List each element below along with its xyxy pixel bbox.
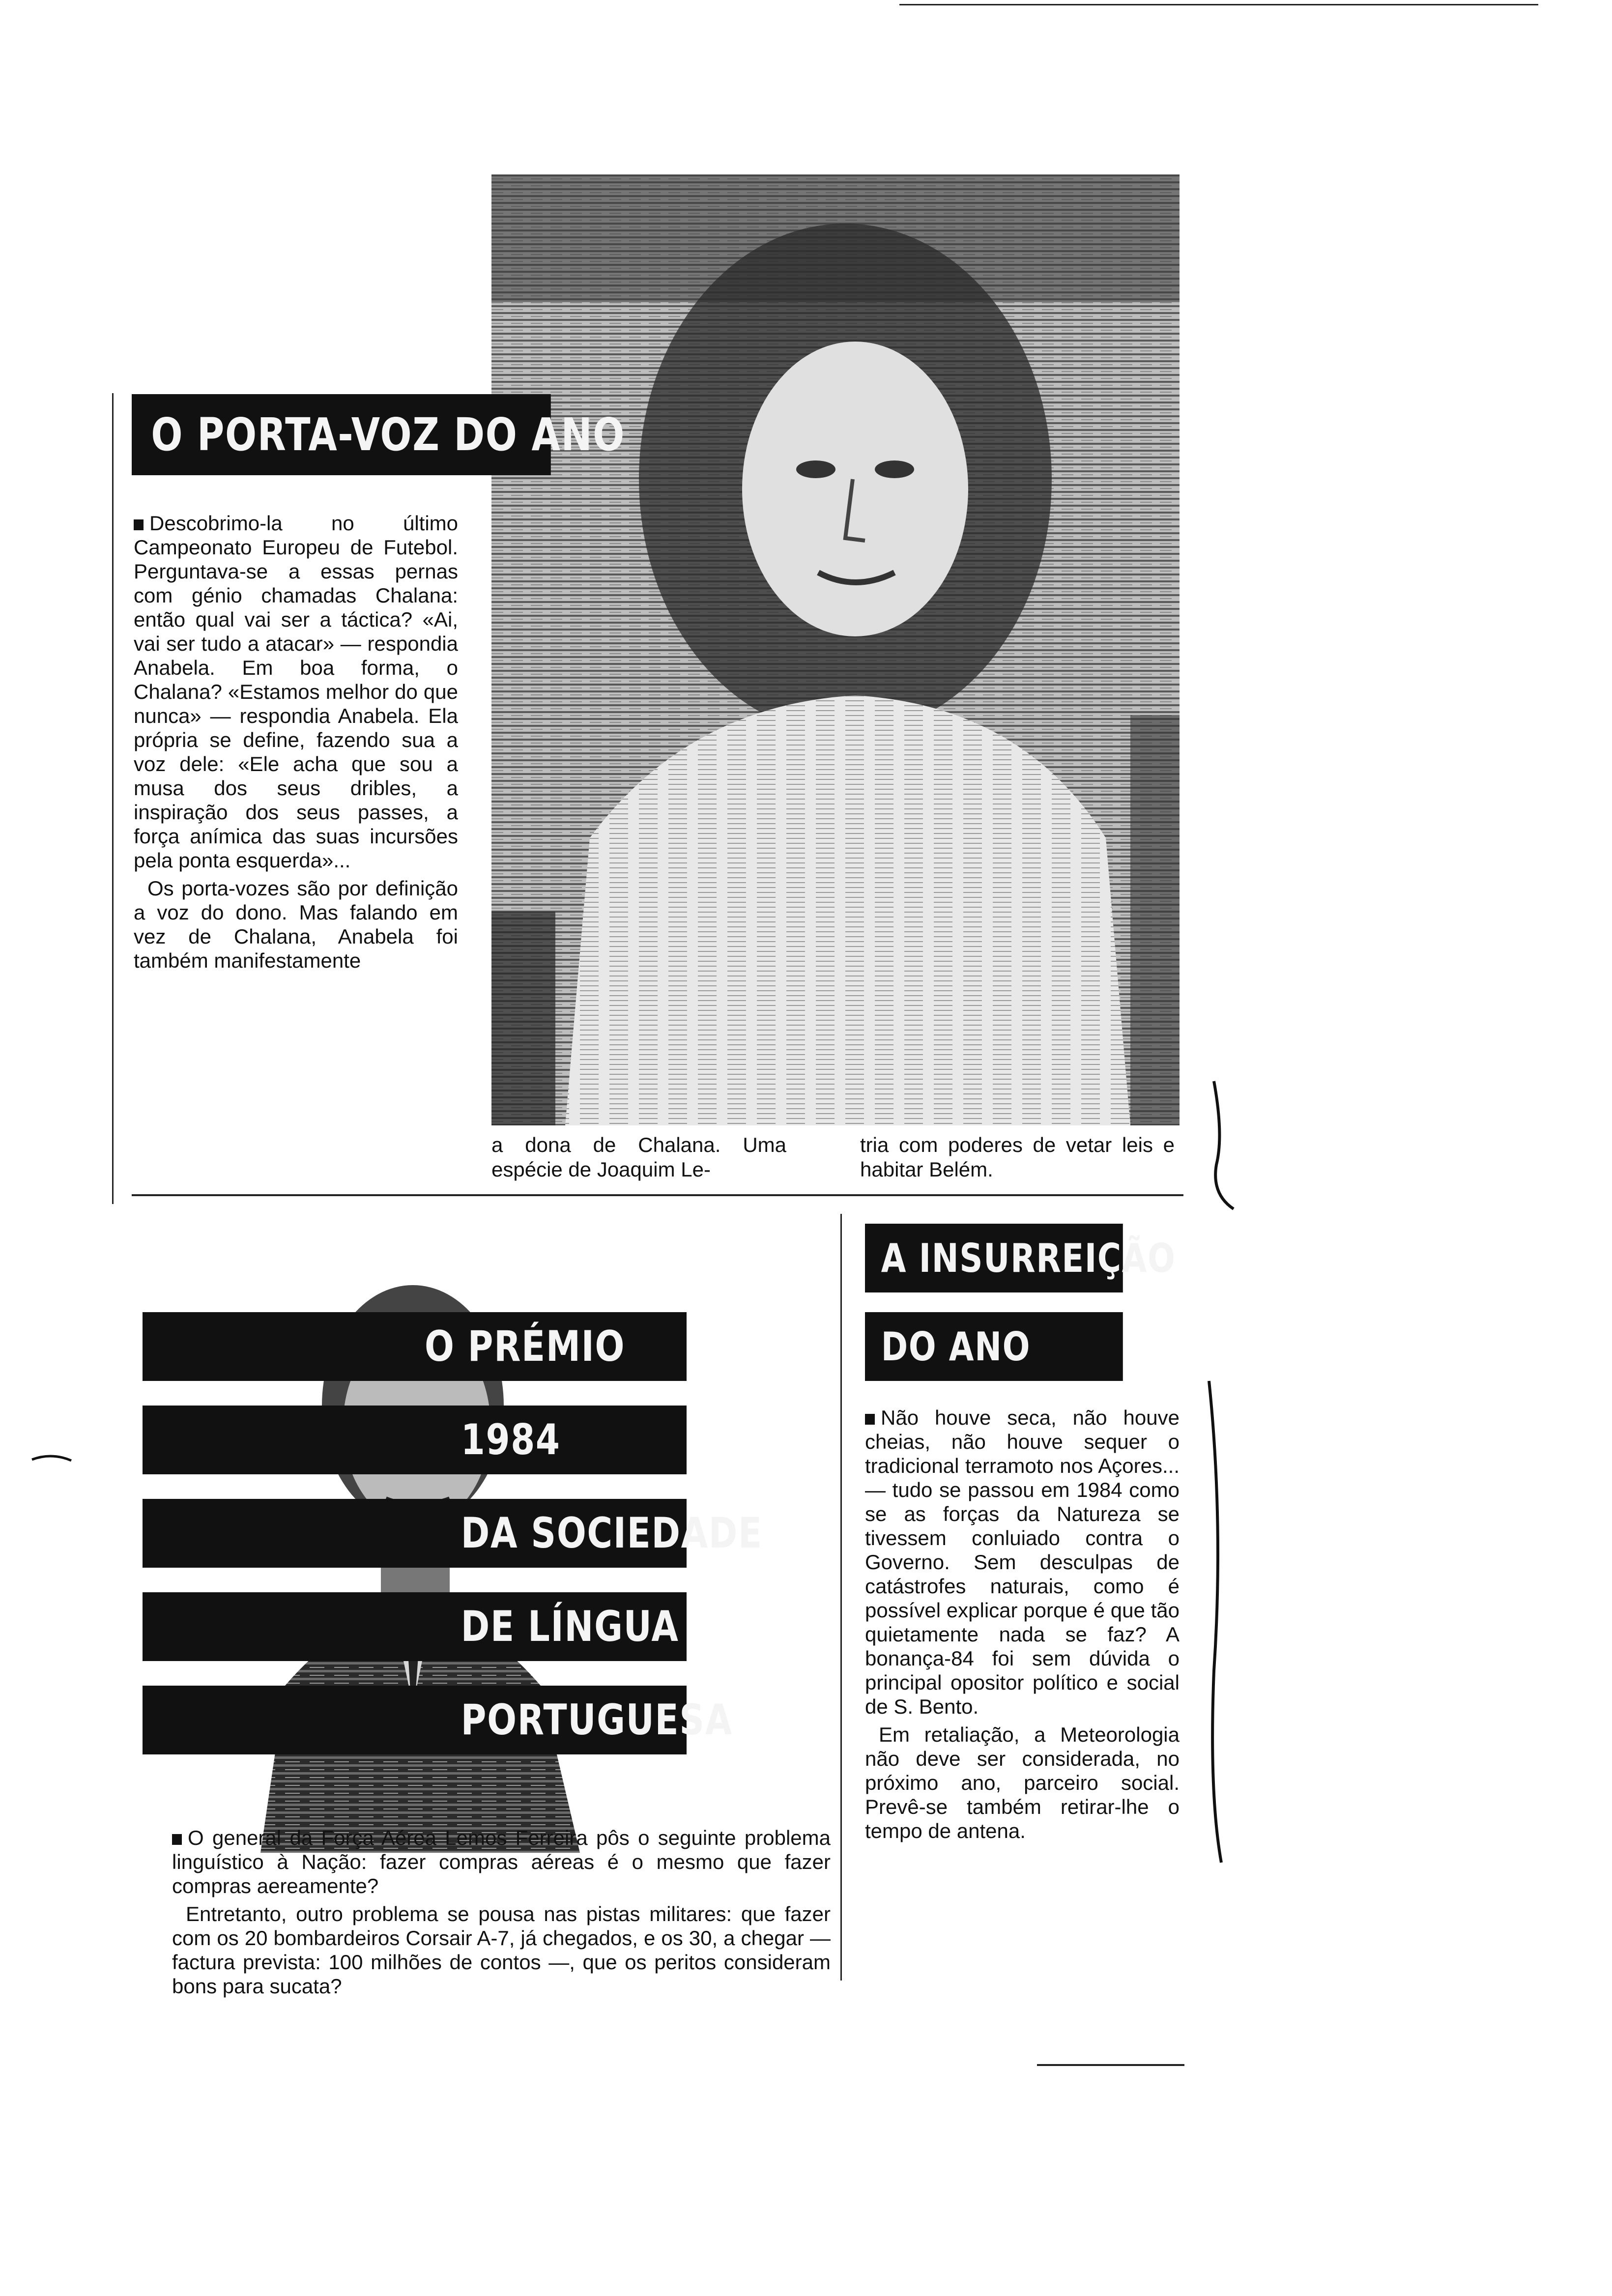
top-edge-line [899,4,1538,5]
article3-column [865,1406,1180,1847]
headline-insurreicao-line-2: DO ANO [865,1312,1123,1381]
article2-para1: O general da Força Aérea Lemos Ferreira pôs o seguinte problema linguístico à Nação: fazer compras aéreas é o mesmo que fazer compras aereamente? [172,1826,831,1897]
bullet-square-icon [134,519,144,530]
handwritten-bracket-mark-lower [1194,1376,1234,1867]
headline-porta-voz-text: O PORTA-VOZ DO ANO [151,408,626,461]
bullet-square-icon [865,1414,875,1425]
headline-premio-line-4: DE LÍNGUA [143,1592,687,1661]
headline-porta-voz [132,394,626,475]
article2-column [172,1826,831,2002]
headline-premio-line-2: 1984 [143,1406,687,1474]
left-margin-line [112,393,114,1204]
article3-para1: Não houve seca, não houve cheias, não houve sequer o tradicional terramoto nos Açores... — tudo se passou em 1984 como se as forças da Natureza se tivessem conluiado contra o Governo. Sem desculpas de catástrofes naturais, como é possível explicar porque é que tão quietamente nada se faz? A bonança-84 foi sem dúvida o principal opositor político e social de S. Bento. [865,1406,1180,1718]
article3-end-rule [1037,2064,1184,2066]
section-divider [132,1194,1183,1196]
stray-mark-left [29,1450,74,1464]
article1-caption-middle: a dona de Chalana. Uma espécie de Joaquim Le- [491,1133,786,1181]
article1-caption-right: tria com poderes de vetar leis e habitar Belém. [860,1133,1175,1181]
headline-premio-line-5: PORTUGUESA [143,1686,687,1754]
headline-premio-line-1: O PRÉMIO [143,1312,687,1381]
article1-para1: Descobrimo-la no último Campeonato Europeu de Futebol. Perguntava-se a essas pernas com génio chamadas Chalana: então qual vai ser a táctica? «Ai, vai ser tudo a atacar» — respondia Anabela. Em boa forma, o Chalana? «Estamos melhor do que nunca» — respondia Anabela. Ela própria se define, fazendo sua a voz dele: «Ele acha que sou a musa dos seus dribles, a inspiração dos seus passes, a força anímica das suas incursões pela ponta esquerda»... [134,512,458,872]
handwritten-bracket-mark-upper [1204,1076,1243,1214]
article1-column [134,511,458,976]
column-divider-vertical [840,1214,842,1980]
article1-para2: Os porta-vozes são por definição a voz do dono. Mas falando em vez de Chalana, Anabela foi também manifestamente [134,877,458,972]
article3-para2: Em retaliação, a Meteorologia não deve ser considerada, no próximo ano, parceiro social. Prevê-se também retirar-lhe o tempo de antena. [865,1723,1180,1842]
woman-portrait-photo [491,174,1180,1125]
bullet-square-icon [172,1834,182,1845]
headline-insurreicao-line-1: A INSURREIÇÃO [865,1224,1123,1292]
article2-para2: Entretanto, outro problema se pousa nas pistas militares: que fazer com os 20 bombardeiros Corsair A-7, já chegados, e os 30, a chegar — factura prevista: 100 milhões de contos —, que os peritos consideram bons para sucata? [172,1902,831,1998]
headline-premio-line-3: DA SOCIEDADE [143,1499,687,1568]
